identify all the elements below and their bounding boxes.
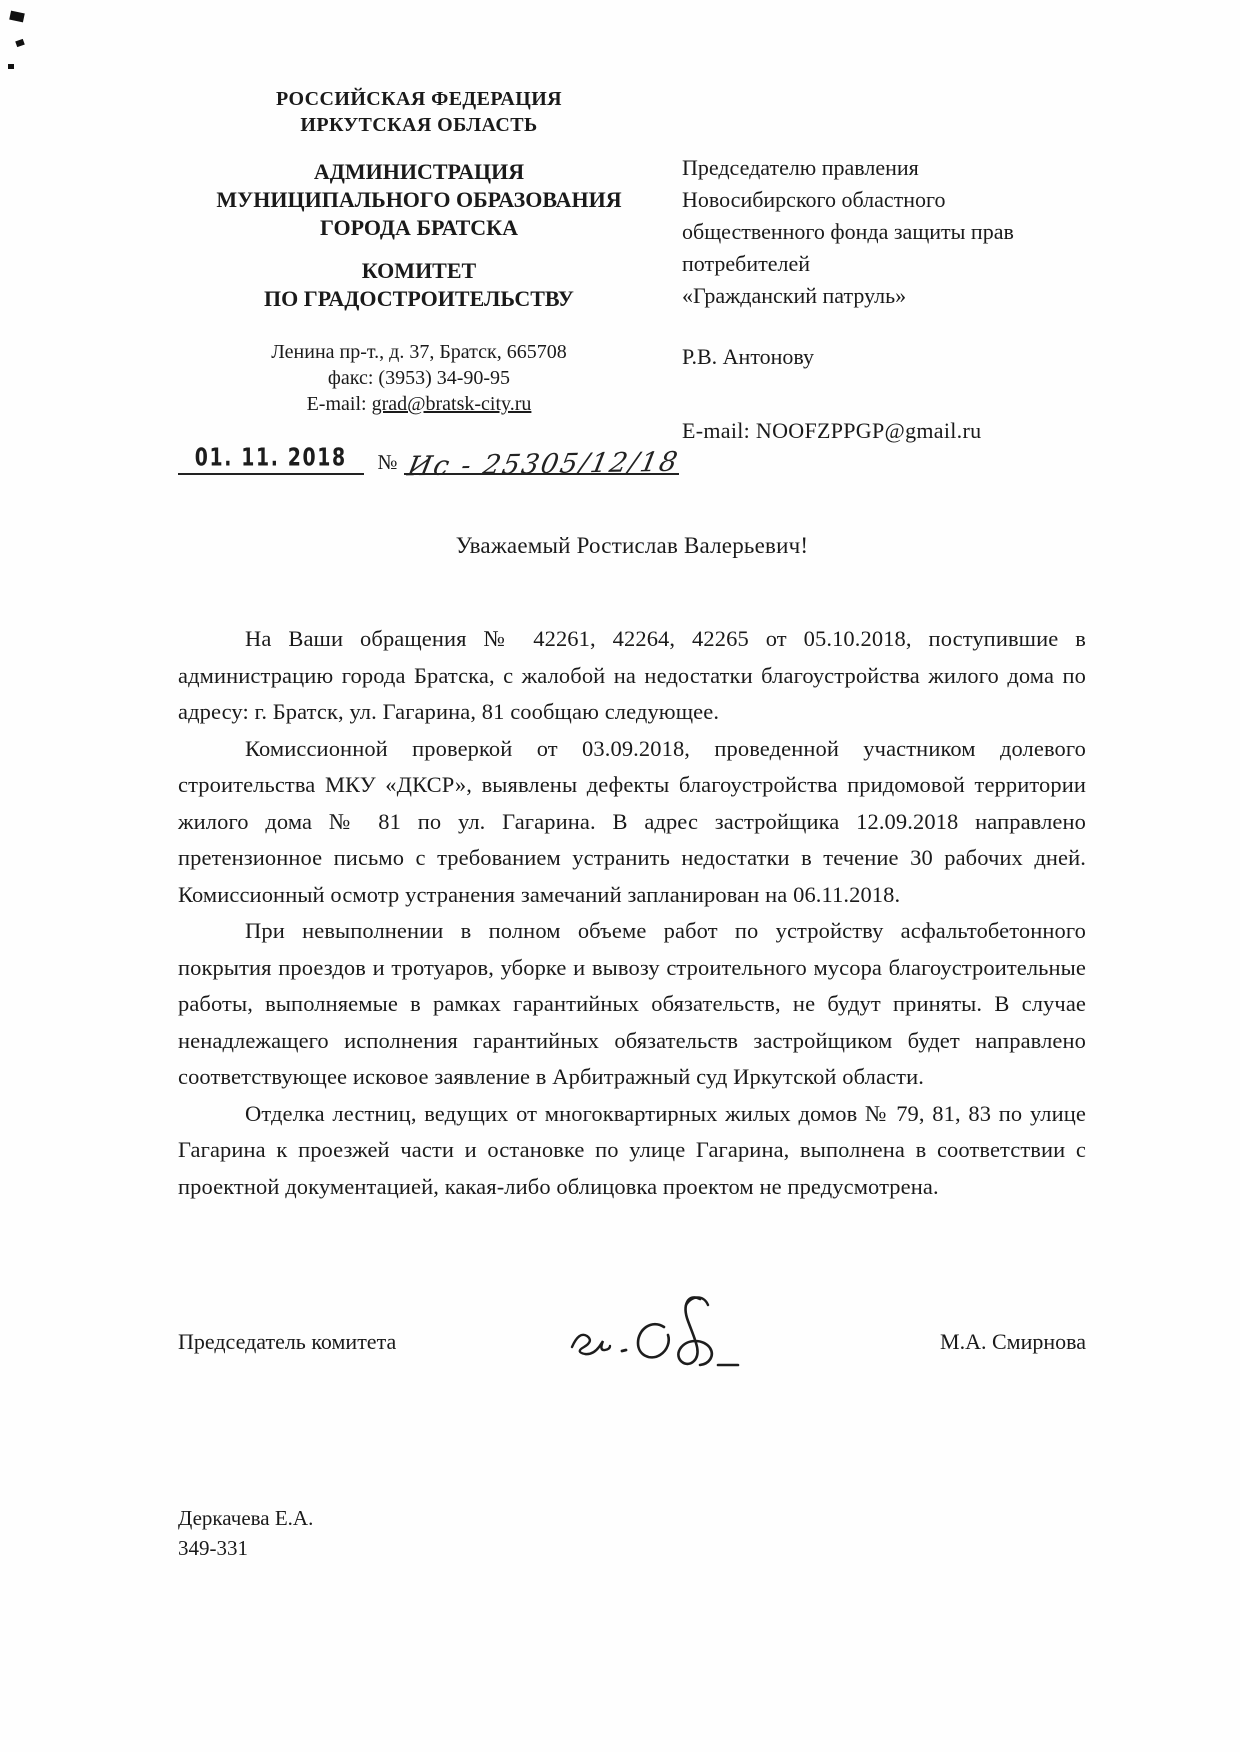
recipient-block bbox=[660, 86, 1086, 475]
recipient-line: общественного фонда защиты прав bbox=[682, 219, 1014, 244]
signature-row bbox=[178, 1309, 1086, 1375]
letterhead-org-line3: ГОРОДА БРАТСКА bbox=[320, 215, 518, 240]
letterhead-region: ИРКУТСКАЯ ОБЛАСТЬ bbox=[300, 114, 538, 136]
letterhead-email-line bbox=[178, 391, 660, 417]
executor-block bbox=[178, 1503, 1086, 1563]
letter-header bbox=[178, 86, 1086, 483]
letterhead-email-label: E-mail: bbox=[306, 393, 372, 415]
reference-row bbox=[178, 431, 682, 483]
recipient-line: Новосибирского областного bbox=[682, 187, 946, 212]
letterhead-fax: факс: (3953) 34-90-95 bbox=[327, 367, 511, 389]
handwritten-signature-icon bbox=[558, 1291, 778, 1375]
number-sign: № bbox=[377, 450, 398, 474]
date-line bbox=[178, 443, 364, 475]
letterhead-dept-line2: ПО ГРАДОСТРОИТЕЛЬСТВУ bbox=[264, 286, 574, 311]
recipient-email: E-mail: NOOFZPPGP@gmail.ru bbox=[682, 418, 982, 443]
signer-name: М.А. Смирнова bbox=[940, 1329, 1086, 1354]
salutation: Уважаемый Ростислав Валерьевич! bbox=[455, 533, 809, 558]
letterhead-email: grad@bratsk-city.ru bbox=[371, 393, 532, 415]
outgoing-number-line bbox=[404, 442, 682, 483]
executor-phone: 349-331 bbox=[178, 1536, 248, 1560]
recipient-line: Председателю правления bbox=[682, 155, 919, 180]
paragraph: Отделка лестниц, ведущих от многоквартирных жилых домов № 79, 81, 83 по улице Гагарина к проезжей части и остановке по улице Гагарина, выполнена в соответствии с проектной документацией, какая-либо облицовка проектом не предусмотрена. bbox=[178, 1100, 1086, 1199]
date-stamp: 01. 11. 2018 bbox=[194, 443, 347, 472]
scan-artifact bbox=[8, 64, 14, 69]
letterhead-dept-line1: КОМИТЕТ bbox=[361, 258, 477, 283]
signer-position: Председатель комитета bbox=[178, 1329, 397, 1354]
paragraph: На Ваши обращения № 42261, 42264, 42265 от 05.10.2018, поступившие в администрацию города Братска, с жалобой на недостатки благоустройства жилого дома по адресу: г. Братск, ул. Гагарина, 81 сообщаю следующее. bbox=[178, 626, 1086, 724]
recipient-line: потребителей bbox=[682, 251, 810, 276]
scan-artifact bbox=[9, 11, 25, 23]
recipient-name: Р.В. Антонову bbox=[682, 344, 815, 369]
letterhead-address: Ленина пр-т., д. 37, Братск, 665708 bbox=[271, 341, 567, 363]
executor-name: Деркачева Е.А. bbox=[178, 1506, 314, 1530]
outgoing-number-handwritten: Ис - 25305/12/18 bbox=[404, 446, 682, 483]
recipient-line: «Гражданский патруль» bbox=[682, 283, 907, 308]
letter-body bbox=[178, 621, 1086, 1205]
scan-artifact bbox=[15, 39, 25, 47]
letterhead-org-line1: АДМИНИСТРАЦИЯ bbox=[313, 159, 525, 184]
signature-area bbox=[396, 1309, 940, 1375]
letterhead-org-line2: МУНИЦИПАЛЬНОГО ОБРАЗОВАНИЯ bbox=[216, 187, 622, 212]
paragraph: Комиссионной проверкой от 03.09.2018, проведенной участником долевого строительства МКУ «ДКСР», выявлены дефекты благоустройства придомовой территории жилого дома № 81 по ул. Гагарина. В адрес застройщика 12.09.2018 направлено претензионное письмо с требованием устранить недостатки в течение 30 рабочих дней. Комиссионный осмотр устранения замечаний запланирован на 06.11.2018. bbox=[178, 735, 1086, 907]
letterhead-country: РОССИЙСКАЯ ФЕДЕРАЦИЯ bbox=[275, 88, 562, 110]
letterhead-block bbox=[178, 86, 682, 483]
paragraph: При невыполнении в полном объеме работ по устройству асфальтобетонного покрытия проездов и тротуаров, уборке и вывозу строительного мусора благоустроительные работы, выполняемые в рамках гарантийных обязательств, не будут приняты. В случае ненадлежащего исполнения гарантийных обязательств застройщиком будет направлено соответствующее исковое заявление в Арбитражный суд Иркутской области. bbox=[178, 918, 1086, 1089]
